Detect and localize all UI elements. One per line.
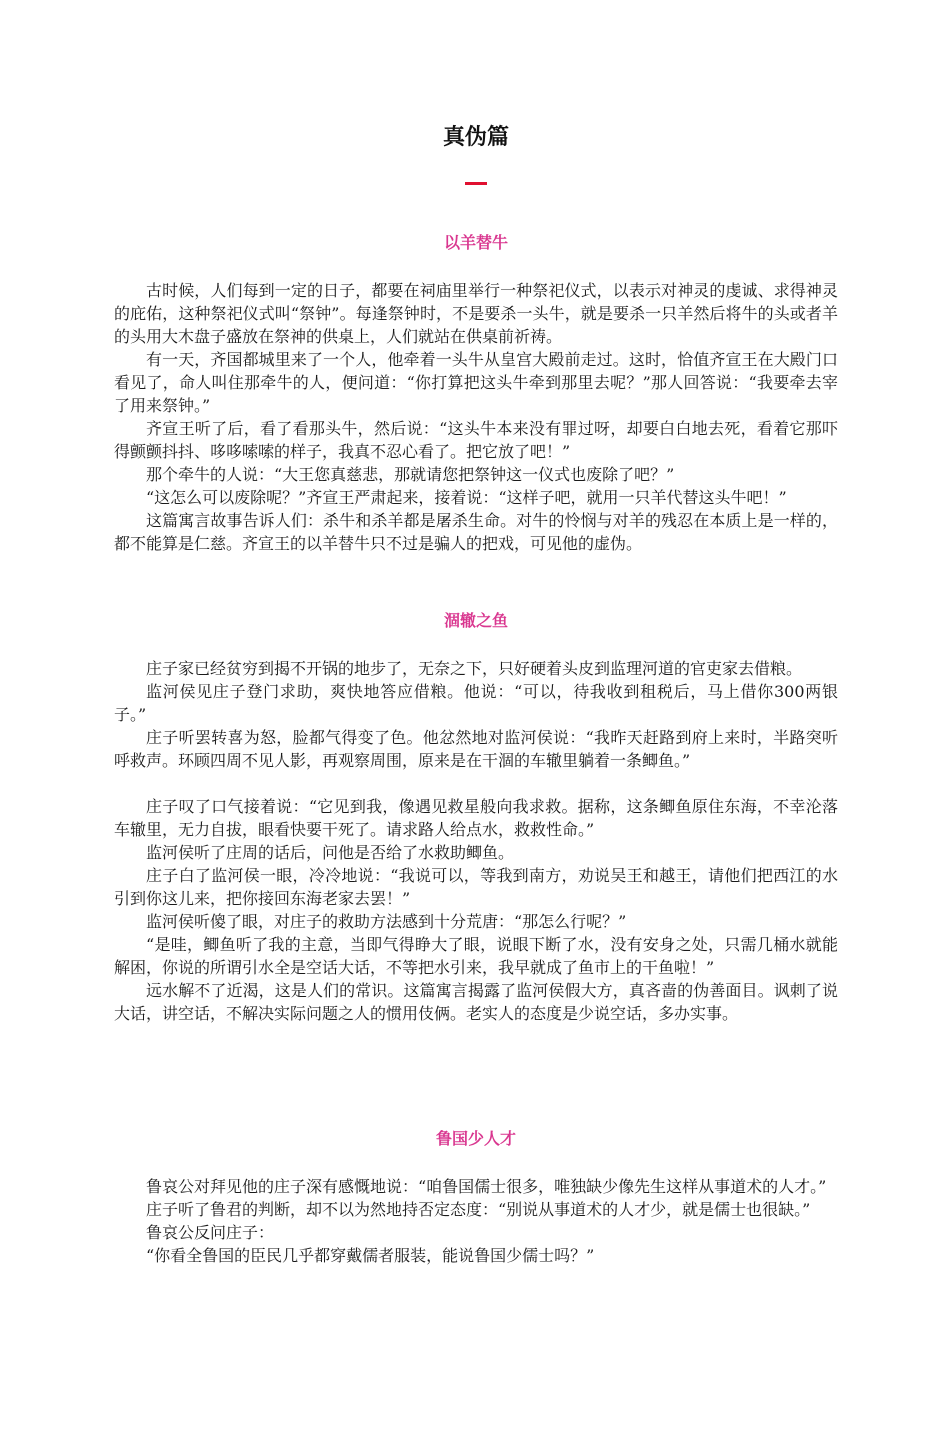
title-divider	[465, 182, 487, 185]
paragraph: “这怎么可以废除呢？”齐宣王严肃起来，接着说：“这样子吧，就用一只羊代替这头牛吧！”	[146, 488, 787, 507]
paragraph: 庄子叹了口气接着说：“它见到我，像遇见救星般向我求救。据称，这条鲫鱼原住东海，不幸沦落车辙里，无力自拔，眼看快要干死了。请求路人给点水，救救性命。”	[114, 797, 838, 839]
paragraph: 庄子听罢转喜为怒，脸都气得变了色。他忿然地对监河侯说：“我昨天赶路到府上来时，半路突听呼救声。环顾四周不见人影，再观察周围，原来是在干涸的车辙里躺着一条鲫鱼。”	[114, 728, 838, 770]
paragraph: 古时候，人们每到一定的日子，都要在祠庙里举行一种祭祀仪式，以表示对神灵的虔诚、求得神灵的庇佑，这种祭祀仪式叫“祭钟”。每逢祭钟时，不是要杀一头牛，就是要杀一只羊然后将牛的头或者羊的头用大木盘子盛放在祭神的供桌上，人们就站在供桌前祈祷。	[114, 281, 838, 346]
section-heading-1: 以羊替牛	[443, 233, 508, 252]
page-title: 真伪篇	[442, 125, 509, 150]
paragraph: “你看全鲁国的臣民几乎都穿戴儒者服装，能说鲁国少儒士吗？”	[146, 1246, 595, 1265]
paragraph: 有一天，齐国都城里来了一个人，他牵着一头牛从皇宫大殿前走过。这时，恰值齐宣王在大殿门口看见了，命人叫住那牵牛的人，便问道：“你打算把这头牛牵到那里去呢？”那人回答说：“我要牵去宰了用来祭钟。”	[114, 350, 838, 415]
paragraph: 庄子听了鲁君的判断，却不以为然地持否定态度：“别说从事道术的人才少，就是儒士也很缺。”	[146, 1200, 811, 1219]
paragraph: 监河侯听傻了眼，对庄子的救助方法感到十分荒唐：“那怎么行呢？”	[146, 912, 627, 931]
section-body-3	[114, 1175, 838, 1267]
paragraph: 鲁哀公对拜见他的庄子深有感慨地说：“咱鲁国儒士很多，唯独缺少像先生这样从事道术的人才。”	[146, 1177, 827, 1196]
section-body-2	[114, 657, 838, 1025]
section-body-1	[114, 279, 838, 555]
paragraph: 监河侯听了庄周的话后，问他是否给了水救助鲫鱼。	[146, 843, 515, 862]
paragraph: 远水解不了近渴，这是人们的常识。这篇寓言揭露了监河侯假大方，真吝啬的伪善面目。讽刺了说大话，讲空话，不解决实际问题之人的惯用伎俩。老实人的态度是少说空话，多办实事。	[114, 981, 838, 1023]
paragraph: “是哇，鲫鱼听了我的主意，当即气得睁大了眼，说眼下断了水，没有安身之处，只需几桶水就能解困，你说的所谓引水全是空话大话，不等把水引来，我早就成了鱼市上的干鱼啦！”	[114, 935, 838, 977]
section-heading-2: 涸辙之鱼	[443, 611, 508, 630]
paragraph: 那个牵牛的人说：“大王您真慈悲，那就请您把祭钟这一仪式也废除了吧？”	[146, 465, 675, 484]
paragraph: 监河侯见庄子登门求助，爽快地答应借粮。他说：“可以，待我收到租税后，马上借你300两银子。”	[114, 682, 838, 724]
paragraph: 鲁哀公反问庄子：	[146, 1223, 275, 1242]
section-heading-3: 鲁国少人才	[435, 1129, 516, 1148]
paragraph: 齐宣王听了后，看了看那头牛，然后说：“这头牛本来没有罪过呀，却要白白地去死，看着它那吓得颤颤抖抖、哆哆嗦嗦的样子，我真不忍心看了。把它放了吧！”	[114, 419, 838, 461]
paragraph: 庄子家已经贫穷到揭不开锅的地步了，无奈之下，只好硬着头皮到监理河道的官吏家去借粮。	[146, 659, 803, 678]
paragraph: 庄子白了监河侯一眼，冷冷地说：“我说可以，等我到南方，劝说吴王和越王，请他们把西江的水引到你这儿来，把你接回东海老家去罢！”	[114, 866, 838, 908]
paragraph: 这篇寓言故事告诉人们：杀牛和杀羊都是屠杀生命。对牛的怜悯与对羊的残忍在本质上是一样的，都不能算是仁慈。齐宣王的以羊替牛只不过是骗人的把戏，可见他的虚伪。	[114, 511, 838, 553]
